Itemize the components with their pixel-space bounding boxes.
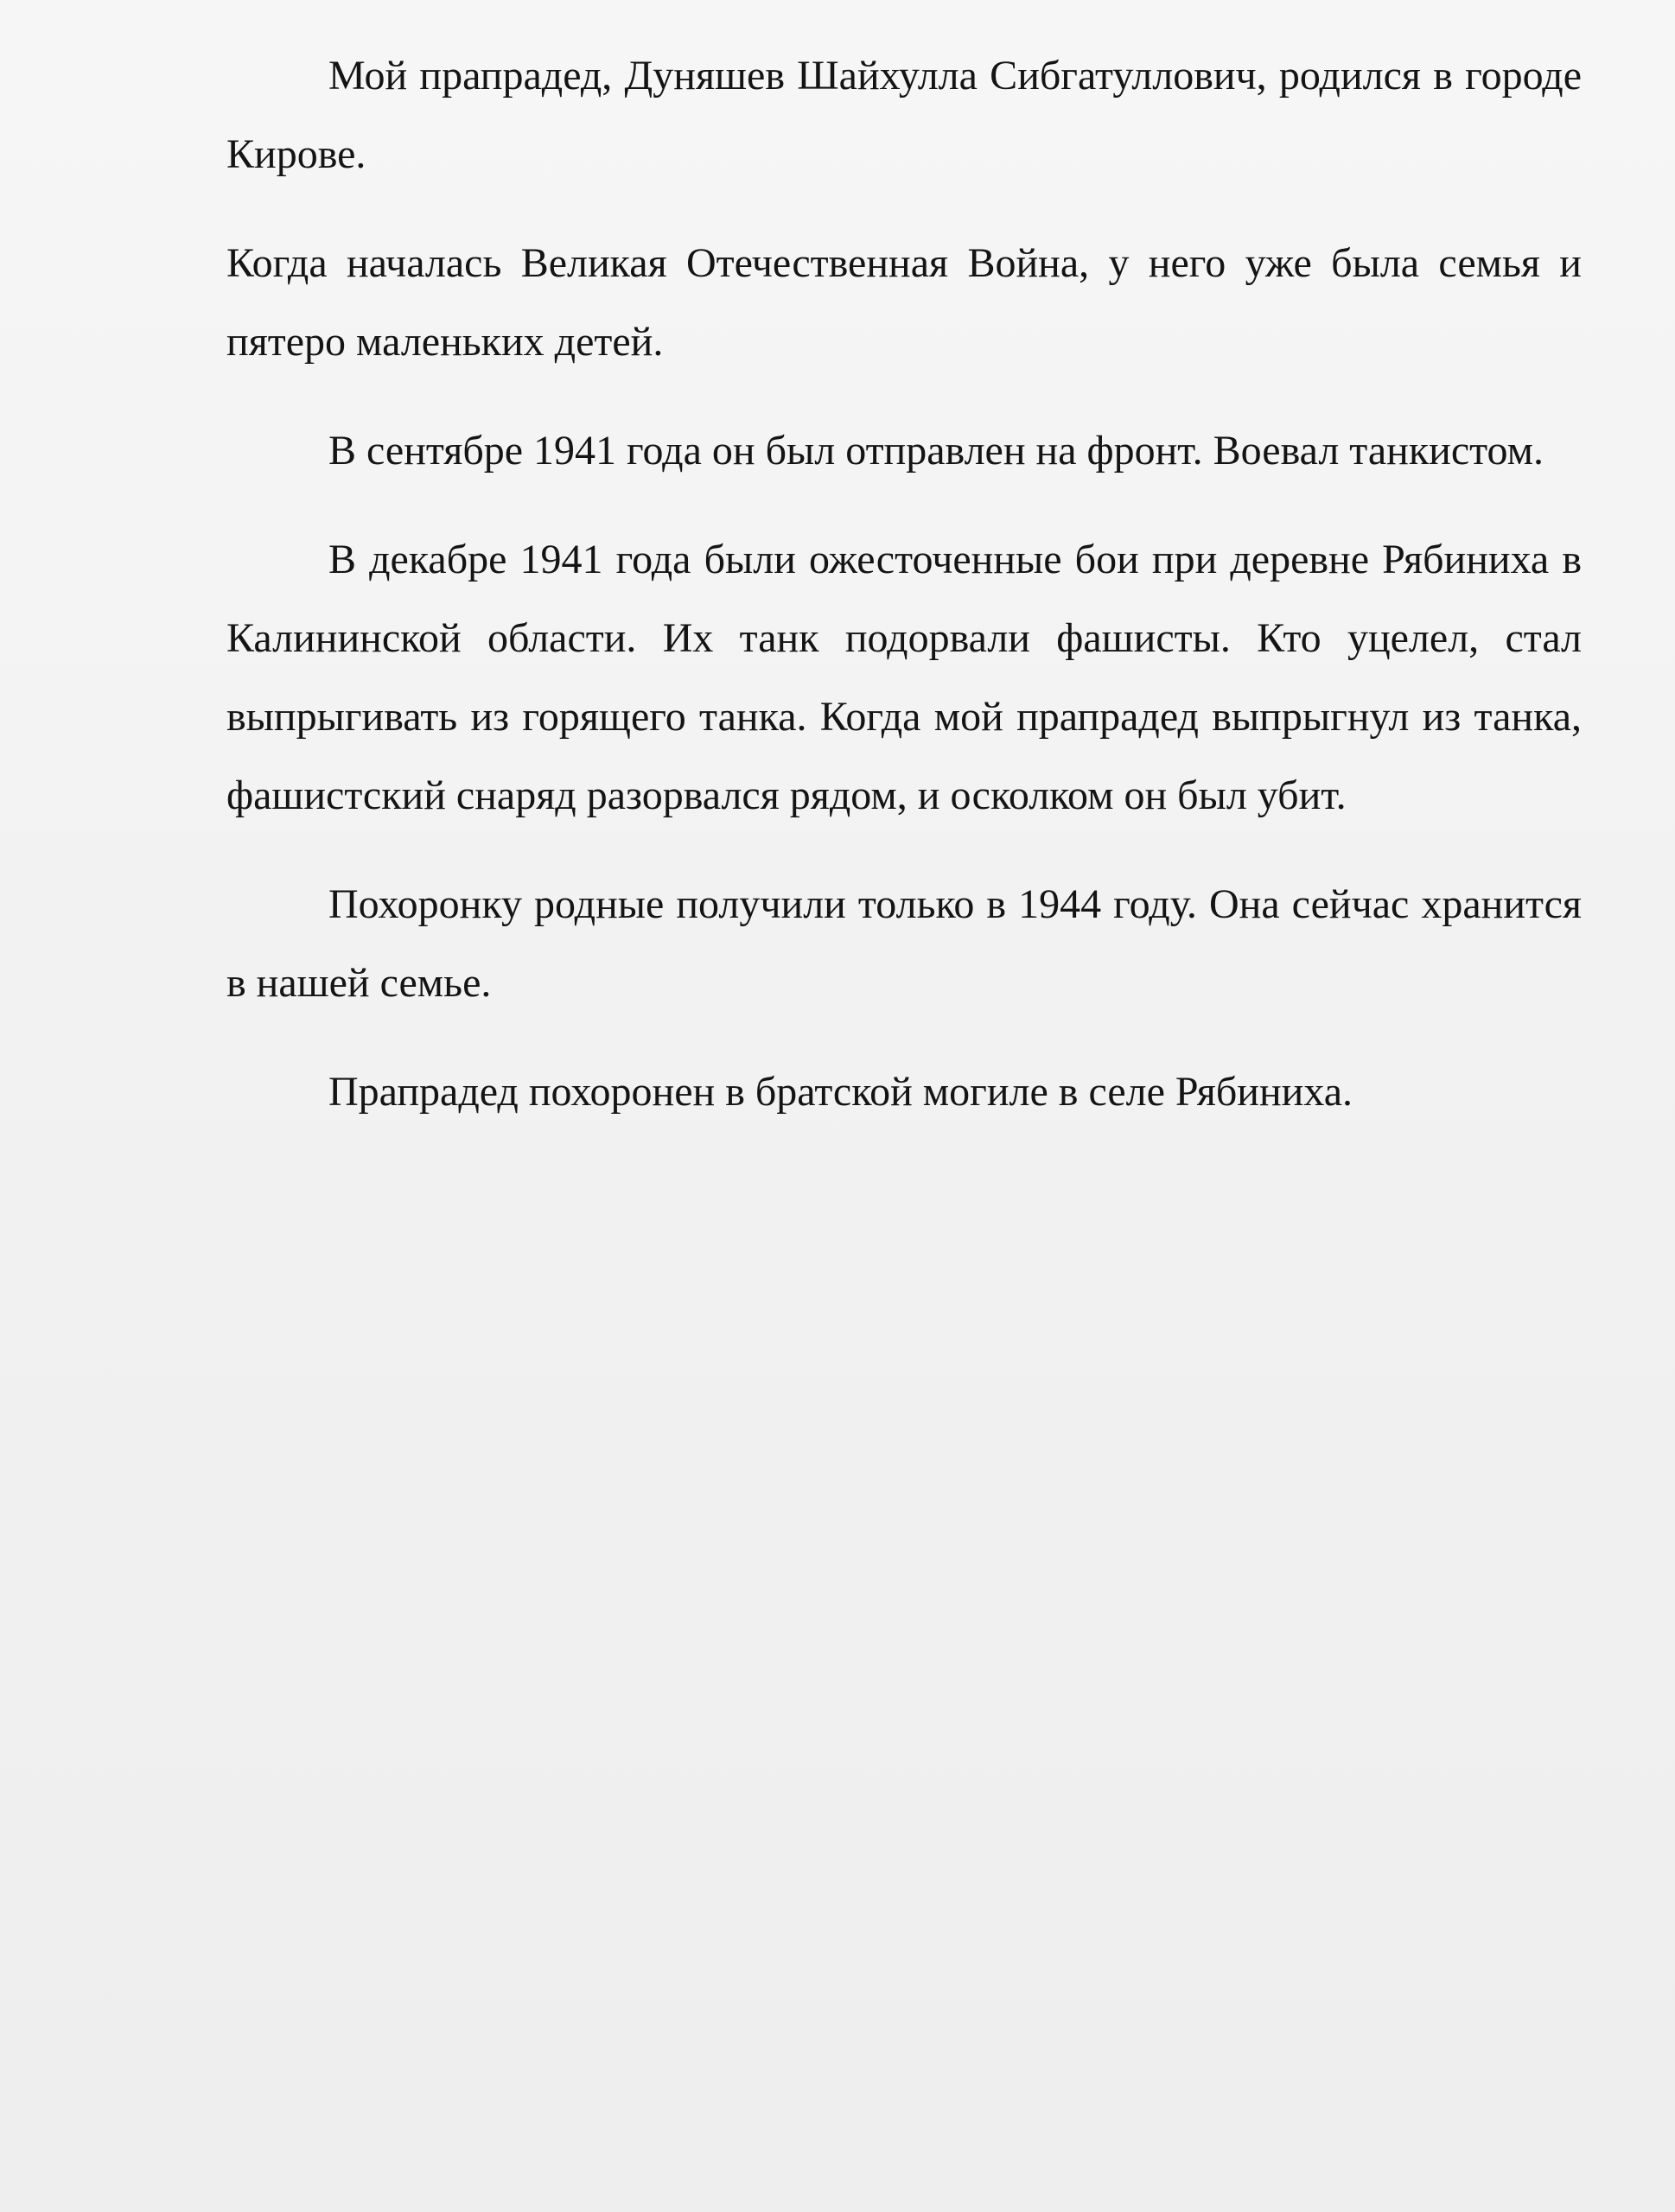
paragraph-1: Мой прапрадед, Дуняшев Шайхулла Сибгатуллович, родился в городе Кирове. — [226, 53, 1582, 177]
paragraph-3: В сентябре 1941 года он был отправлен на фронт. Воевал танкистом. — [328, 428, 1544, 474]
paragraph-2: Когда началась Великая Отечественная Война, у него уже была семья и пятеро маленьких детей. — [226, 240, 1582, 365]
paragraph-4: В декабре 1941 года были ожесточенные бои при деревне Рябиниха в Калининской области. Их танк подорвали фашисты. Кто уцелел, стал выпрыгивать из горящего танка. Когда мой прапрадед выпрыгнул из танка, фашистский снаряд разорвался рядом, и осколком он был убит. — [226, 537, 1582, 818]
document-body — [226, 36, 1582, 1131]
paragraph-5: Похоронку родные получили только в 1944 году. Она сейчас хранится в нашей семье. — [226, 881, 1582, 1006]
paragraph-6: Прапрадед похоронен в братской могиле в селе Рябиниха. — [328, 1069, 1353, 1115]
